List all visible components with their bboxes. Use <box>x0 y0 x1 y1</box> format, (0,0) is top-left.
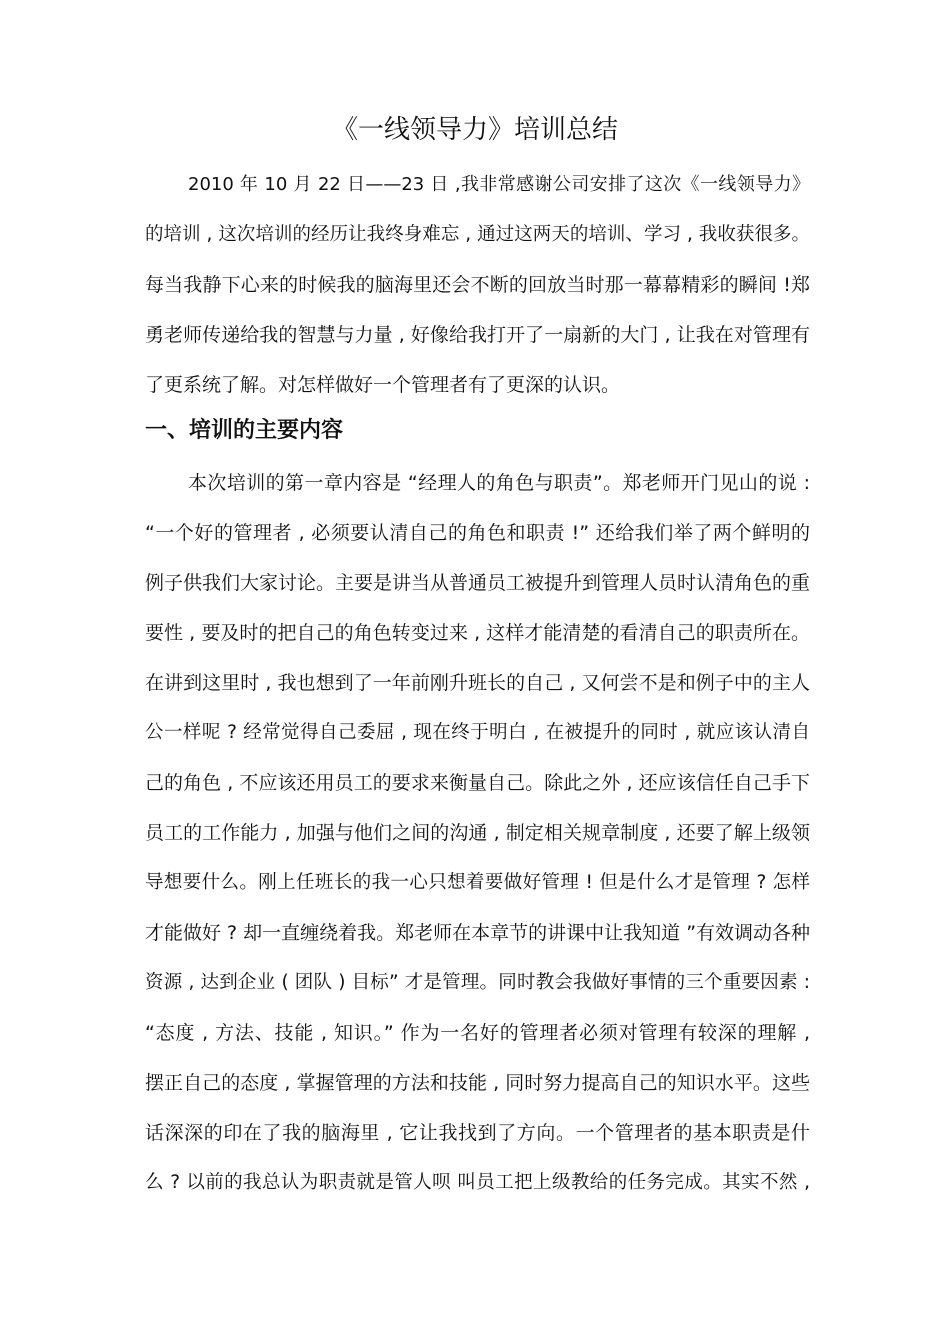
body-line: 么 ? 以前的我总认为职责就是管人呗 叫员工把上级教给的任务完成。其实不然 , <box>145 1172 810 1193</box>
body-line: 才能做好 ? 却一直缠绕着我。郑老师在本章节的讲课中让我知道 ”有效调动各种 <box>145 922 810 944</box>
body-line: 己的角色 , 不应该还用员工的要求来衡量自己。除此之外 , 还应该信任自己手下 <box>145 772 810 794</box>
body-line: 在讲到这里时 , 我也想到了一年前刚升班长的自己 , 又何尝不是和例子中的主人 <box>145 672 810 694</box>
body-line: “态度 , 方法、技能 , 知识。” 作为一名好的管理者必须对管理有较深的理解 , <box>145 1022 810 1044</box>
body-line: 员工的工作能力 , 加强与他们之间的沟通 , 制定相关规章制度 , 还要了解上级领 <box>145 822 810 844</box>
intro-line: 2010 年 10 月 22 日——23 日 ,我非常感谢公司安排了这次《一线领导力》 <box>188 174 810 195</box>
body-line: 资源 , 达到企业 ( 团队 ) 目标” 才是管理。同时教会我做好事情的三个重要因素 : <box>145 972 810 993</box>
body-line: 要性 , 要及时的把自己的角色转变过来 , 这样才能清楚的看清自己的职责所在。 <box>145 622 810 644</box>
intro-line: 的培训 , 这次培训的经历让我终身难忘 , 通过这两天的培训、学习 , 我收获很多。 <box>145 224 810 245</box>
document-title: 《一线领导力》培训总结 <box>331 115 618 145</box>
body-line: 例子供我们大家讨论。主要是讲当从普通员工被提升到管理人员时认清角色的重 <box>145 572 810 594</box>
body-line: 公一样呢 ? 经常觉得自己委屈 , 现在终于明白 , 在被提升的同时 , 就应该认清自 <box>145 722 810 743</box>
intro-line: 了更系统了解。对怎样做好一个管理者有了更深的认识。 <box>145 374 621 396</box>
body-line: 摆正自己的态度 , 掌握管理的方法和技能 , 同时努力提高自己的知识水平。这些 <box>145 1072 810 1094</box>
body-line: 导想要什么。刚上任班长的我一心只想着要做好管理 ! 但是什么才是管理 ? 怎样 <box>145 872 810 893</box>
intro-line: 每当我静下心来的时候我的脑海里还会不断的回放当时那一幕幕精彩的瞬间 !郑 <box>145 274 810 296</box>
section-heading: 一、培训的主要内容 <box>145 418 344 443</box>
body-line: 话深深的印在了我的脑海里 , 它让我找到了方向。一个管理者的基本职责是什 <box>145 1122 810 1144</box>
body-line: “一个好的管理者 , 必须要认清自己的角色和职责 !” 还给我们举了两个鲜明的 <box>145 522 810 544</box>
intro-line: 勇老师传递给我的智慧与力量 , 好像给我打开了一扇新的大门 , 让我在对管理有 <box>145 324 810 346</box>
body-line: 本次培训的第一章内容是 “经理人的角色与职责”。郑老师开门见山的说 : <box>188 472 810 494</box>
